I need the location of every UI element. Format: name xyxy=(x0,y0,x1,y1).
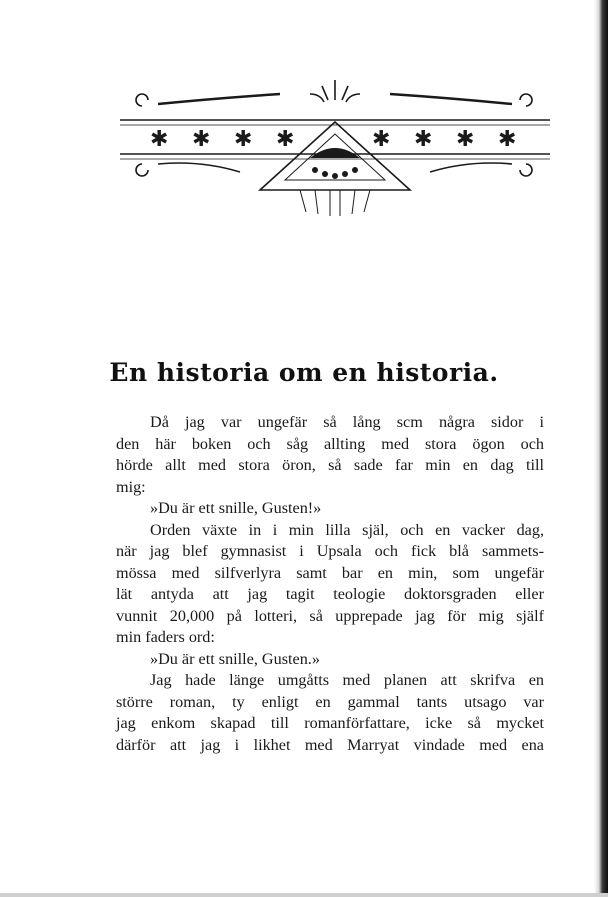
text-line: Jag hade länge umgåtts med planen att skrifva en xyxy=(150,671,544,689)
book-page-edge xyxy=(594,0,608,897)
text-line: jag enkom skapad till romanförfattare, icke så mycket xyxy=(116,714,544,732)
text-line: mig: xyxy=(116,477,146,496)
text-line: större roman, ty enligt en gammal tants utsago var xyxy=(116,692,544,711)
text-line: mössa med silfverlyra samt bar en min, som ungefär xyxy=(116,563,544,582)
text-line: när jag blef gymnasist i Upsala och fick blå sammets- xyxy=(116,542,544,560)
svg-text:✱: ✱ xyxy=(372,127,391,152)
svg-text:✱: ✱ xyxy=(414,127,433,152)
chapter-title: En historia om en historia. xyxy=(109,358,499,387)
text-line: »Du är ett snille, Gusten!» xyxy=(150,499,322,517)
scan-bottom-edge xyxy=(0,893,608,897)
text-line: »Du är ett snille, Gusten.» xyxy=(150,649,320,668)
text-line: min faders ord: xyxy=(116,628,215,646)
text-line: vunnit 20,000 på lotteri, så upprepade jag för mig själf xyxy=(116,606,544,625)
svg-text:✱: ✱ xyxy=(150,127,169,152)
text-line: hörde allt med stora öron, så sade far min en dag till xyxy=(116,456,544,474)
svg-text:✱: ✱ xyxy=(234,127,253,152)
text-line: lät antyda att jag tagit teologie doktorsgraden eller xyxy=(116,585,544,603)
decorative-headpiece-icon xyxy=(110,72,560,222)
svg-text:✱: ✱ xyxy=(192,127,211,152)
svg-text:✱: ✱ xyxy=(456,127,475,152)
text-line: den här boken och såg allting med stora ögon och xyxy=(116,434,544,453)
text-line: Orden växte in i min lilla själ, och en vacker dag, xyxy=(150,520,544,539)
body-text xyxy=(116,412,544,756)
svg-text:✱: ✱ xyxy=(276,127,295,152)
text-line: därför att jag i likhet med Marryat vindade med ena xyxy=(116,735,544,754)
text-line: Då jag var ungefär så lång scm några sidor i xyxy=(150,413,544,431)
svg-text:✱: ✱ xyxy=(498,127,517,152)
